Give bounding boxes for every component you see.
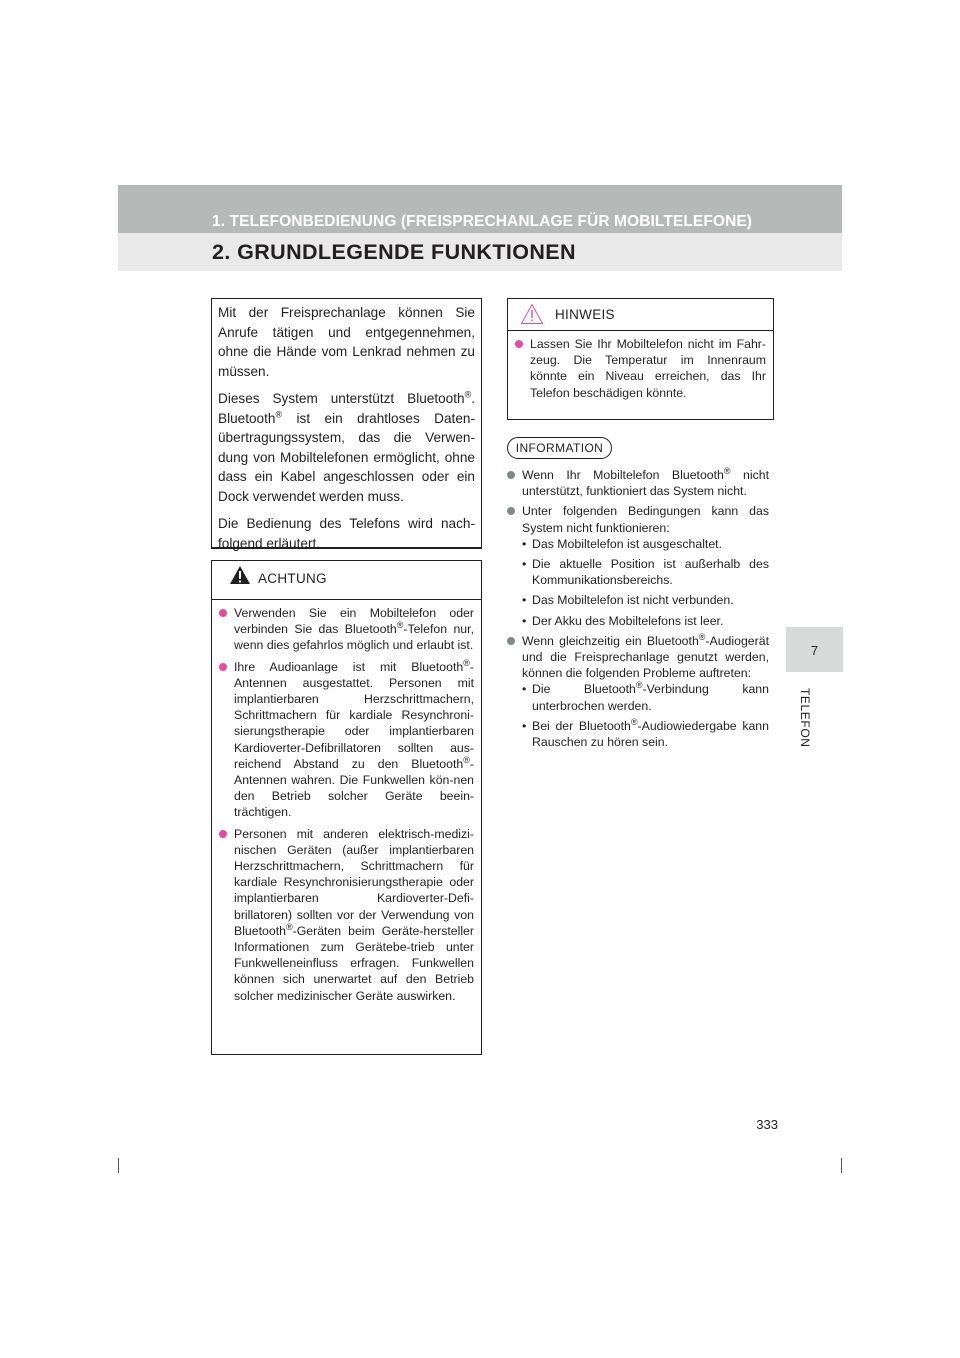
chapter-tab-label: TELEFON	[798, 688, 812, 748]
notice-item: Lassen Sie Ihr Mobiltelefon nicht im Fahr-zeug. Die Temperatur im Innenraum könnte ein Niveau erreichen, das Ihr Telefon beschädigen könnte.	[515, 336, 766, 401]
page-number: 333	[756, 1117, 778, 1132]
warning-title: ACHTUNG	[258, 571, 327, 586]
warning-triangle-icon	[229, 565, 251, 585]
notice-header	[508, 299, 773, 331]
bullet-icon	[219, 663, 227, 671]
bullet-icon	[515, 340, 523, 348]
information-subitem: • Das Mobiltelefon ist ausgeschaltet.	[522, 536, 769, 552]
crop-mark	[841, 1158, 842, 1173]
warning-item: Personen mit anderen elektrisch-medizi-nischen Geräten (außer implantierbaren Herzschrittmachern, Schrittmachern für kardiale Resynchronisierungstherapie oder implantierbaren Kardioverter-Defi-brillatoren) sollten vor der Verwendung von Bluetooth®-Geräten beim Geräte-hersteller Informationen zum Gerätebe-trieb unter Funkwelleneinfluss erfragen. Funkwellen können sich unerwartet auf den Betrieb solcher medizinischer Geräte auswirken.	[219, 826, 474, 1004]
bullet-icon	[219, 609, 227, 617]
information-item: Unter folgenden Bedingungen kann das System nicht funktionieren: • Das Mobiltelefon ist ausgeschaltet. • Die aktuelle Position ist außerhalb des Kommunikationsbereichs. • Das Mobiltelefon ist nicht verbunden. • Der Akku des Mobiltelefons ist leer.	[507, 503, 769, 628]
warning-box	[211, 560, 482, 1055]
notice-title: HINWEIS	[555, 307, 615, 322]
chapter-tab-number: 7	[810, 643, 819, 658]
warning-header	[212, 561, 481, 600]
information-label: INFORMATION	[507, 437, 612, 459]
information-subitem: • Die aktuelle Position ist außerhalb des Kommunikationsbereichs.	[522, 556, 769, 588]
crop-mark	[118, 1158, 119, 1173]
intro-paragraph: Dieses System unterstützt Bluetooth®. Bluetooth® ist ein drahtloses Daten-übertragungssystem, das die Verwen-dung von Mobiltelefonen ermöglicht, ohne dass ein Kabel angeschlossen oder ein Dock verwendet werden muss.	[218, 389, 475, 504]
information-subitem: • Die Bluetooth®-Verbindung kann unterbrochen werden.	[522, 681, 769, 713]
notice-box	[507, 298, 774, 420]
intro-box	[211, 298, 482, 549]
bullet-icon	[219, 830, 227, 838]
intro-paragraph: Die Bedienung des Telefons wird nach-folgend erläutert.	[218, 516, 475, 551]
chapter-title: 1. TELEFONBEDIENUNG (FREISPRECHANLAGE FÜR MOBILTELEFONE)	[212, 213, 753, 230]
bullet-icon	[507, 471, 515, 479]
information-section	[507, 467, 769, 754]
bullet-icon	[507, 637, 515, 645]
information-item: Wenn gleichzeitig ein Bluetooth®-Audiogerät und die Freisprechanlage genutzt werden, können die folgenden Probleme auftreten: • Die Bluetooth®-Verbindung kann unterbrochen werden. • Bei der Bluetooth®-Audiowiedergabe kann Rauschen zu hören sein.	[507, 633, 769, 750]
warning-item: Verwenden Sie ein Mobiltelefon oder verbinden Sie das Bluetooth®-Telefon nur, wenn dies gefahrlos möglich und erlaubt ist.	[219, 605, 474, 654]
information-subitem: • Das Mobiltelefon ist nicht verbunden.	[522, 592, 769, 608]
information-subitem: • Bei der Bluetooth®-Audiowiedergabe kann Rauschen zu hören sein.	[522, 718, 769, 750]
information-item: Wenn Ihr Mobiltelefon Bluetooth® nicht unterstützt, funktioniert das System nicht.	[507, 467, 769, 499]
warning-triangle-outline-icon	[520, 303, 544, 325]
intro-paragraph: Mit der Freisprechanlage können Sie Anrufe tätigen und entgegennehmen, ohne die Hände vom Lenkrad nehmen zu müssen.	[218, 305, 475, 379]
bullet-icon	[507, 507, 515, 515]
warning-item: Ihre Audioanlage ist mit Bluetooth®-Antennen ausgestattet. Personen mit implantierbaren Herzschrittmachern, Schrittmachern für kardiale Resynchroni-sierungstherapie oder implantierbaren Kardioverter-Defibrillatoren sollten aus-reichend Abstand zu den Bluetooth®-Antennen wahren. Die Funkwellen kön-nen den Betrieb solcher Geräte beein-trächtigen.	[219, 659, 474, 821]
information-subitem: • Der Akku des Mobiltelefons ist leer.	[522, 613, 769, 629]
section-title: 2. GRUNDLEGENDE FUNKTIONEN	[212, 240, 576, 264]
